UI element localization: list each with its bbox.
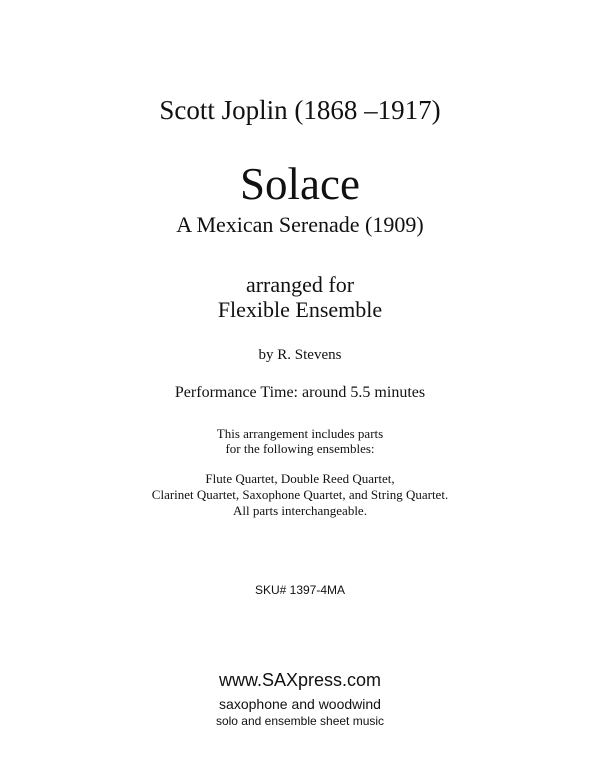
ensemble-list-line: All parts interchangeable. [233,503,367,518]
includes-note-line: This arrangement includes parts [216,426,384,441]
ensemble-list-line: Clarinet Quartet, Saxophone Quartet, and String Quartet. [151,487,449,502]
composer-credit: Scott Joplin (1868 –1917) [159,95,441,125]
piece-subtitle: A Mexican Serenade (1909) [176,212,424,237]
publisher-website: www.SAXpress.com [218,670,382,690]
arranged-for-label: arranged for [245,272,355,297]
publisher-tagline: solo and ensemble sheet music [215,714,385,728]
publisher-tagline: saxophone and woodwind [219,696,381,712]
ensemble-type: Flexible Ensemble [217,297,383,322]
ensemble-list-line: Flute Quartet, Double Reed Quartet, [205,471,395,486]
arranger-credit: by R. Stevens [258,347,342,363]
sku-number: SKU# 1397-4MA [254,583,346,597]
performance-time: Performance Time: around 5.5 minutes [174,384,426,401]
includes-note-line: for the following ensembles: [225,441,375,456]
piece-title: Solace [240,159,360,209]
